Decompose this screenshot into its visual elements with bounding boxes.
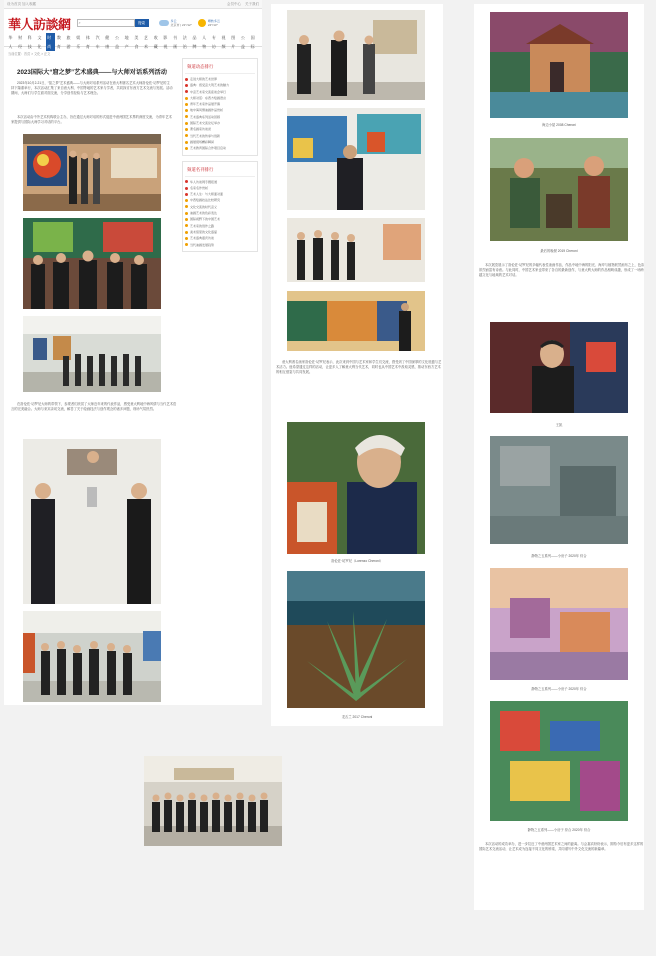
bullet-dot-icon <box>185 109 188 112</box>
sidebar-list-item-label: 艺术盛典系列活动回顾 <box>190 114 221 119</box>
site-logo[interactable]: 華人訪談網 <box>8 17 71 33</box>
weather-today-label: 多云 <box>170 19 177 23</box>
sidebar-list-item-label: 地中海风情油画作品赏析 <box>190 108 224 113</box>
nav-item[interactable]: 教育 <box>56 34 61 49</box>
bullet-dot-icon <box>185 103 188 106</box>
sidebar-list-item-label: 国际视野下的中国艺术 <box>190 217 221 222</box>
article-paragraph: 本次活动的成功举办，进一步拉近了中意两国艺术家之间的距离。与会嘉宾纷纷表示，期待今后有更多这样的国际艺术交流活动，让艺术成为连接不同文化的桥梁，共同谱写中外文化交流的新篇章。 <box>479 842 644 852</box>
nav-item[interactable]: 时尚 <box>46 33 56 51</box>
sidebar-list-item-label: 当代艺术的传承与创新 <box>190 133 221 138</box>
nav-item[interactable]: 品牌 <box>192 34 197 49</box>
nav-item[interactable]: 体育 <box>85 34 90 49</box>
article-paragraph: 本次展览展示了洛伦佐·切罗尼的多幅代表性油画作品，作品中地中海的阳光、海岸与植物跃然画布之上，色彩浓烈而富有诗意。与此同时，中国艺术家也带来了各自的最新创作，与意大利大师的作品相映成趣，形成了一场跨越文化与地域的艺术对话。 <box>479 263 644 278</box>
caption-last-supper: 最后的晚餐 2019 Cheroni <box>540 249 578 253</box>
search-bar <box>77 19 149 27</box>
bullet-dot-icon <box>185 84 188 87</box>
article-paragraph: 意大利著名画家洛伦佐·切罗尼表示，此次来到中国与艺术家和学生们交流，感受到了中国深厚的文化底蕴与艺术活力。他希望通过这样的活动，让更多人了解意大利当代艺术，同时也从中国艺术中汲取灵感，推动东西方艺术的相互借鉴与共同发展。 <box>276 360 442 375</box>
search-icon: ⌕ <box>78 20 81 25</box>
nav-item[interactable]: 艺术 <box>144 34 149 49</box>
painting-still-life-2 <box>490 568 628 680</box>
sidebar-list-item-label: 油画艺术的色彩表达 <box>190 211 218 216</box>
bullet-dot-icon <box>185 180 188 183</box>
article-panel-1 <box>4 0 262 705</box>
channel-ranking-box <box>182 58 258 156</box>
search-input[interactable] <box>77 19 135 27</box>
nav-item[interactable]: 健康 <box>105 34 110 49</box>
weather-today <box>159 19 192 27</box>
nav-item[interactable]: 美食 <box>134 34 139 49</box>
weather-tomorrow-label: 晴转多云 <box>207 19 220 23</box>
article-panel-4 <box>140 750 298 853</box>
sidebar-list-item-label: 青年艺术家作品展开幕 <box>190 102 221 107</box>
channel-ranking-title: 频道动态排行 <box>185 62 255 74</box>
sidebar-list-item-label: 画展现场精彩瞬间 <box>190 139 215 144</box>
photo-hall-visitors <box>23 316 161 392</box>
sidebar-list-item-label: 艺术人生：与大师面对面 <box>190 192 224 197</box>
photo-gallery-guests <box>23 134 161 211</box>
sidebar-list-item-label: 艺术家的创作之路 <box>190 223 215 228</box>
caption-still-life-1: 静物之五系列——小房子 2020年 综合 <box>531 554 587 558</box>
photo-artist-mural <box>287 291 425 351</box>
photo-wang-kai <box>490 322 628 413</box>
painting-still-life-1 <box>490 436 628 544</box>
weather-tomorrow-detail: 24°/13° <box>207 23 218 27</box>
cloud-icon <box>159 20 169 26</box>
bullet-dot-icon <box>185 90 188 93</box>
bullet-dot-icon <box>185 218 188 221</box>
article-paragraph: 在洛伦佐·切罗尼大师的带领下，参观者们欣赏了大师近年来的代表作品，感受意大利地中海风情与当代艺术语言的完美融合。大师与来宾亲切交流，解答了关于绘画技法与创作观念的诸多问题，现场气氛热烈。 <box>11 402 177 412</box>
weather-today-detail: 北京市 | 21°/12° <box>170 23 192 27</box>
sidebar-list-item-label: 著名画家访谈录 <box>190 127 212 132</box>
photo-two-men-artwork <box>23 439 161 604</box>
bullet-dot-icon <box>185 147 188 150</box>
caption-agave: 龙舌兰 2017 Cheroni <box>341 715 373 719</box>
sidebar-list-item-label: 盛典：感受意大利艺术的魅力 <box>190 83 230 88</box>
caption-still-life-2: 静物之五系列——小房子 2020年 综合 <box>531 687 587 691</box>
photo-artist-pointing <box>287 108 425 210</box>
article-title: 2023国际大“窟之梦”艺术盛典——与大师对话系列活动 <box>17 69 167 76</box>
bullet-dot-icon <box>185 78 188 81</box>
nav-item[interactable]: 旅游 <box>66 34 71 49</box>
photo-artist-portrait <box>287 422 425 554</box>
nav-item[interactable]: 娱乐 <box>76 34 81 49</box>
nav-item[interactable]: 公益 <box>240 34 245 49</box>
painting-seaside-house <box>490 12 628 118</box>
photo-group-walking <box>23 611 161 702</box>
painting-last-supper <box>490 138 628 241</box>
bullet-dot-icon <box>185 224 188 227</box>
sidebar-list-item[interactable] <box>185 145 255 151</box>
sidebar-list-item-label: 走进大师的艺术世界 <box>190 77 218 81</box>
about-link[interactable]: 关于我们 <box>245 1 259 6</box>
top-bar-left-links[interactable]: 设为首页 加入收藏 <box>7 1 36 6</box>
nav-item[interactable]: 专访 <box>211 34 216 49</box>
sidebar-list-item-label: 中西绘画技法比较研究 <box>190 198 221 203</box>
bullet-dot-icon <box>185 128 188 131</box>
photo-artist-guests <box>287 10 425 100</box>
breadcrumb: 当前位置：首页 > 文化 > 正文 <box>8 52 51 56</box>
sidebar-list-item-label: 中意艺术家交流座谈会举行 <box>190 89 227 94</box>
nav-item[interactable]: 国际 <box>250 34 255 49</box>
bullet-dot-icon <box>185 193 188 196</box>
nav-item[interactable]: 图片 <box>231 34 236 49</box>
weather-widget <box>159 19 220 27</box>
member-center-link[interactable]: 会员中心 <box>227 1 241 6</box>
article-panel-3 <box>474 4 644 910</box>
nav-item[interactable]: 公益 <box>114 34 119 49</box>
caption-seaside-house: 海边小屋 2008 Cheroni <box>542 123 576 127</box>
sidebar-list-item-label: 文化交流的时代意义 <box>190 204 218 209</box>
sidebar-list-item-label: 名家名作赏析 <box>190 185 209 190</box>
nav-item[interactable]: 科技 <box>27 34 32 49</box>
sidebar-list-item-label: 美术馆里的文化盛宴 <box>190 229 218 234</box>
caption-artist-portrait: 洛伦佐·切罗尼（Lorenzo Cheroni） <box>331 559 383 563</box>
sidebar-list-item-label: 华人访谈网专题报道 <box>190 179 218 184</box>
bullet-dot-icon <box>185 97 188 100</box>
nav-item[interactable]: 视频 <box>221 34 226 49</box>
nav-item[interactable]: 人物 <box>202 34 207 49</box>
article-panel-2 <box>271 4 443 726</box>
sidebar-list-item[interactable] <box>185 242 255 248</box>
weather-tomorrow <box>198 19 220 27</box>
sun-icon <box>198 19 206 27</box>
bullet-dot-icon <box>185 212 188 215</box>
article-paragraph: 本次活动由中外艺术机构联合主办，旨在通过大师对话的形式促进中意两国艺术界的深度交流，为青年艺术家提供与国际大师学习对话的平台。 <box>11 115 172 125</box>
nav-item[interactable]: 华人 <box>8 34 13 49</box>
sidebar-list-item-label: 艺术教育国际合作项目启动 <box>190 146 227 151</box>
nav-item[interactable]: 汽车 <box>95 34 100 49</box>
photo-group-painting <box>23 218 161 309</box>
main-nav <box>4 34 262 49</box>
sidebar-list-item-label: 大师对话：东西方绘画语言 <box>190 95 227 100</box>
article-main <box>8 63 176 132</box>
bullet-dot-icon <box>185 205 188 208</box>
sidebar-list-item-label: 当代油画发展趋势 <box>190 242 215 247</box>
nav-item[interactable]: 地产 <box>124 34 129 49</box>
bullet-dot-icon <box>185 243 188 246</box>
bullet-dot-icon <box>185 199 188 202</box>
bullet-dot-icon <box>185 122 188 125</box>
painting-still-life-3 <box>490 701 628 821</box>
bullet-dot-icon <box>185 115 188 118</box>
sidebar-list-item-label: 艺术盛典嘉宾访谈 <box>190 236 215 241</box>
nav-item[interactable]: 影视 <box>163 34 168 49</box>
nav-item[interactable]: 收藏 <box>153 34 158 49</box>
caption-still-life-3: 静物之五系列——小房子 综合 2020年 综合 <box>527 828 591 832</box>
nav-item[interactable]: 书画 <box>173 34 178 49</box>
bullet-dot-icon <box>185 187 188 190</box>
search-button[interactable]: 搜索 <box>135 19 149 27</box>
caption-wang-kai: 王凯 <box>555 423 563 427</box>
painting-agave <box>287 571 425 708</box>
bullet-dot-icon <box>185 237 188 240</box>
nav-item[interactable]: 财经 <box>18 34 23 49</box>
sidebar <box>182 58 258 257</box>
channel-magazine-box <box>182 161 258 252</box>
photo-guests-gallery <box>287 218 425 282</box>
channel-magazine-title: 频道名刊排行 <box>185 165 255 177</box>
nav-item[interactable]: 文化 <box>37 34 42 49</box>
article-paragraph: 2023年10月2-21日，“窟之梦”艺术盛典——与大师对话系列活动在意大利著名艺术大师洛伦佐·切罗尼的主持下隆重举行，本次活动汇集了来自意大利、中国等地的艺术家与学者，共同探讨东西方艺术交流与发展。活动期间，大师们与学生面对面交流，分享创作经验与艺术理念。 <box>11 81 173 96</box>
bullet-dot-icon <box>185 134 188 137</box>
bullet-dot-icon <box>185 141 188 144</box>
nav-item[interactable]: 法治 <box>182 34 187 49</box>
top-bar <box>4 0 262 9</box>
sidebar-list-item-label: 国际艺术交流论坛举办 <box>190 121 221 126</box>
photo-group-portrait <box>144 756 282 846</box>
bullet-dot-icon <box>185 231 188 234</box>
